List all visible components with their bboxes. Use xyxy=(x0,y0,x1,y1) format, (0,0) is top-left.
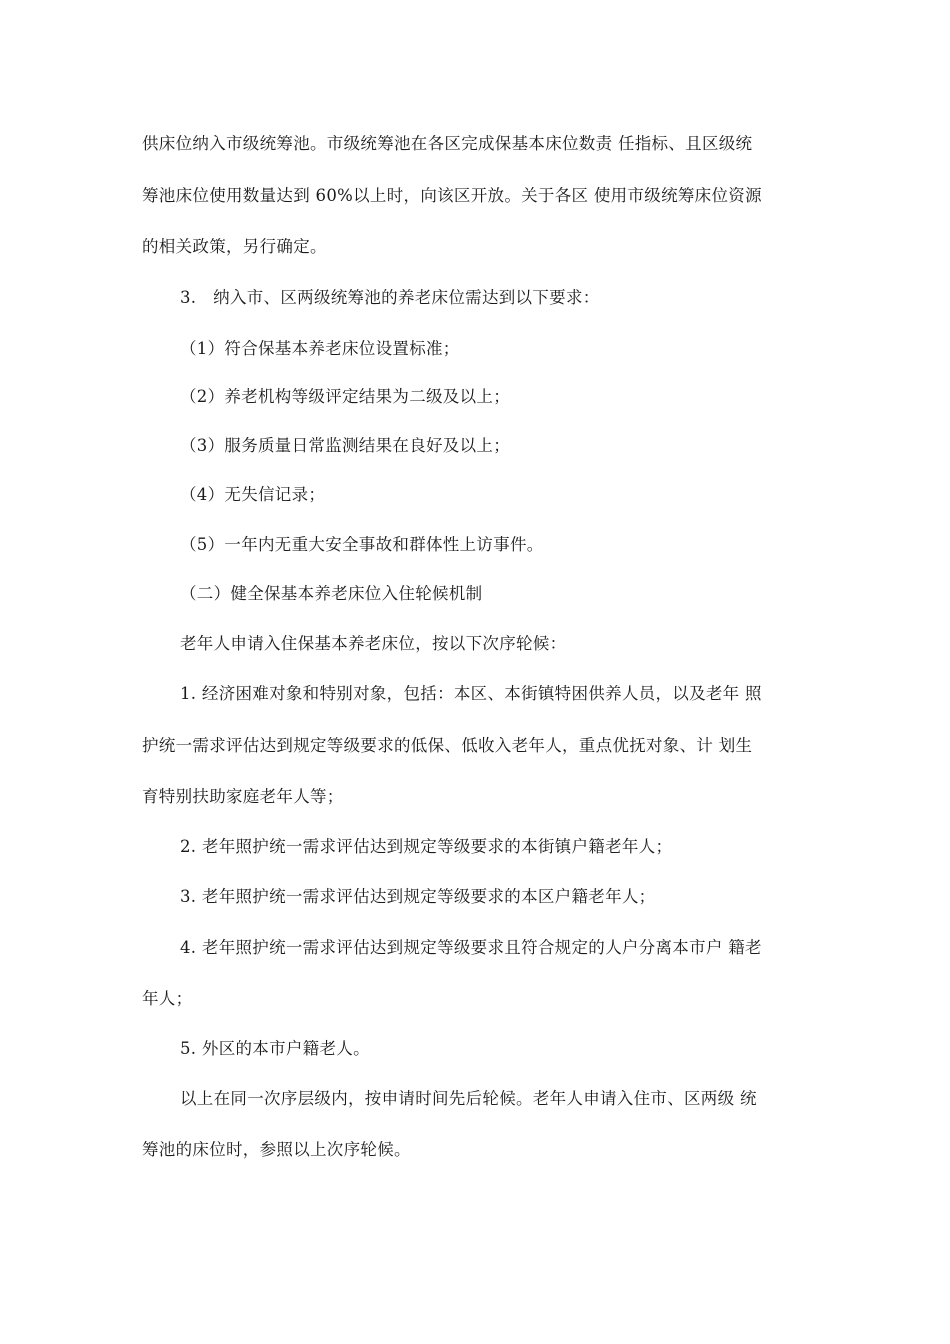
requirement-item: （1）符合保基本养老床位设置标准； xyxy=(180,339,460,358)
paragraph-line: 护统一需求评估达到规定等级要求的低保、低收入老年人，重点优抚对象、计 划生 xyxy=(142,736,753,755)
paragraph-line: 筹池的床位时，参照以上次序轮候。 xyxy=(142,1140,411,1159)
paragraph-line: 的相关政策，另行确定。 xyxy=(142,237,327,256)
requirement-item: （5）一年内无重大安全事故和群体性上访事件。 xyxy=(180,535,544,554)
paragraph-line: 供床位纳入市级统筹池。市级统筹池在各区完成保基本床位数责 任指标、且区级统 xyxy=(142,134,753,153)
priority-item: 4. 老年照护统一需求评估达到规定等级要求且符合规定的人户分离本市户 籍老 xyxy=(180,938,762,957)
paragraph-line: 筹池床位使用数量达到 60%以上时，向该区开放。关于各区 使用市级统筹床位资源 xyxy=(142,186,762,205)
paragraph-line: 年人； xyxy=(142,989,193,1008)
requirements-heading: 3. 纳入市、区两级统筹池的养老床位需达到以下要求： xyxy=(180,288,600,307)
priority-item: 3. 老年照护统一需求评估达到规定等级要求的本区户籍老年人； xyxy=(180,887,656,906)
requirement-item: （3）服务质量日常监测结果在良好及以上； xyxy=(180,436,510,455)
requirement-item: （4）无失信记录； xyxy=(180,485,326,504)
paragraph-line: 老年人申请入住保基本养老床位，按以下次序轮候： xyxy=(180,634,567,653)
priority-item: 1. 经济困难对象和特别对象，包括：本区、本街镇特困供养人员，以及老年 照 xyxy=(180,684,762,703)
priority-item: 5. 外区的本市户籍老人。 xyxy=(180,1039,370,1058)
paragraph-line: 以上在同一次序层级内，按申请时间先后轮候。老年人申请入住市、区两级 统 xyxy=(180,1089,757,1108)
paragraph-line: 育特别扶助家庭老年人等； xyxy=(142,787,344,806)
requirement-item: （2）养老机构等级评定结果为二级及以上； xyxy=(180,387,510,406)
section-heading: （二）健全保基本养老床位入住轮候机制 xyxy=(180,584,483,603)
priority-item: 2. 老年照护统一需求评估达到规定等级要求的本街镇户籍老年人； xyxy=(180,837,673,856)
